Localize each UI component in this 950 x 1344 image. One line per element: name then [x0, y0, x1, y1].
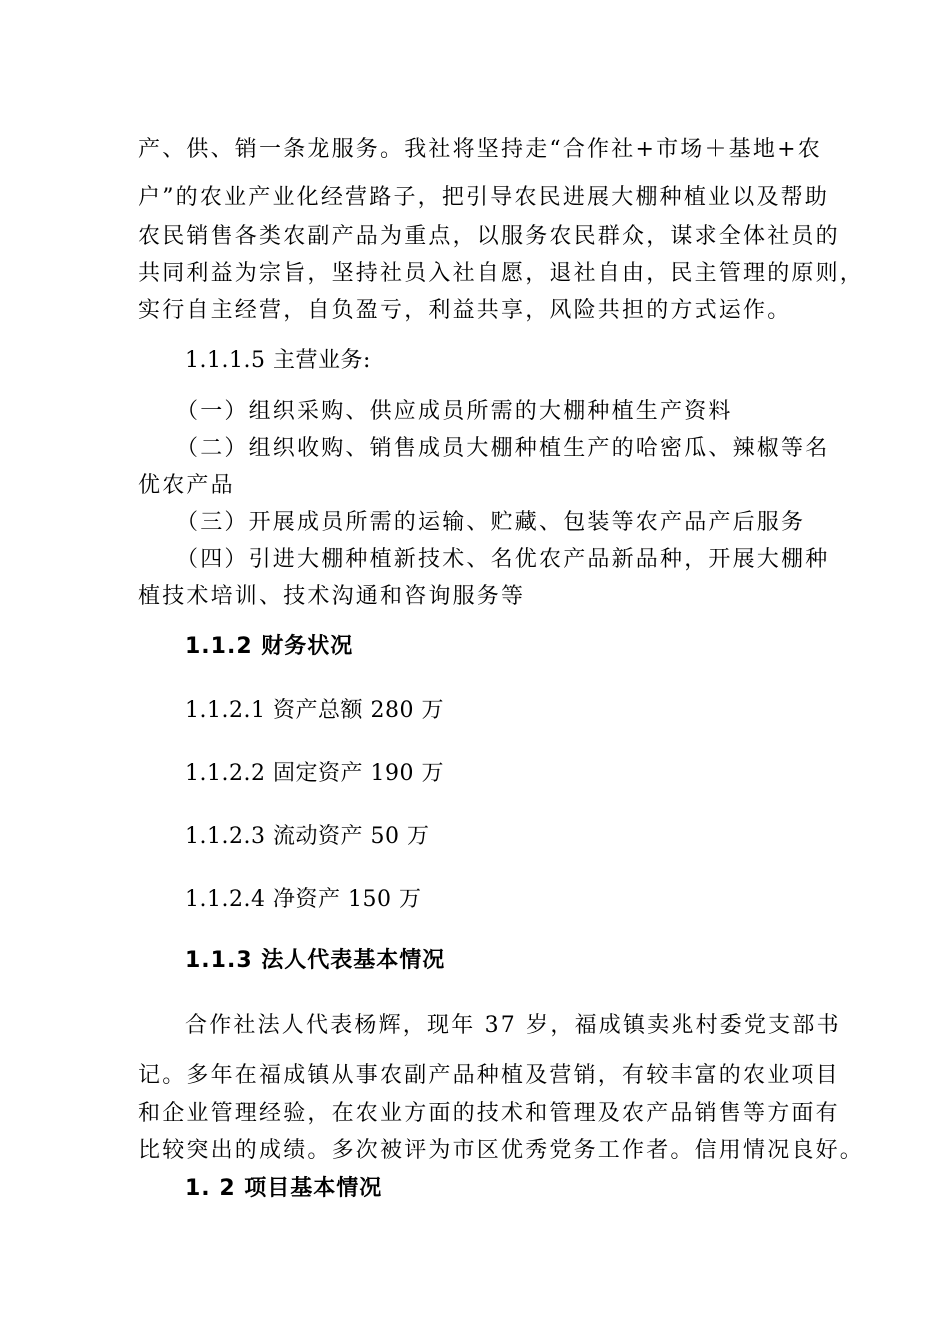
business-item-4: （四）引进大棚种植新技术、名优农产品新品种，开展大棚种	[176, 547, 830, 572]
intro-line-4: 共同利益为宗旨，坚持社员入社自愿，退社自由，民主管理的原则，	[138, 261, 865, 286]
finance-item-1: 1.1.2.1 资产总额 280 万	[185, 698, 444, 723]
business-item-2: （二）组织收购、销售成员大棚种植生产的哈密瓜、辣椒等名	[176, 436, 830, 461]
finance-heading: 1.1.2 财务状况	[185, 634, 354, 659]
business-item-3: （三）开展成员所需的运输、贮藏、包装等农产品产后服务	[176, 510, 806, 535]
finance-item-3: 1.1.2.3 流动资产 50 万	[185, 824, 430, 849]
intro-line-5: 实行自主经营，自负盈亏，利益共享，风险共担的方式运作。	[138, 298, 792, 323]
intro-line-2: 户”的农业产业化经营路子，把引导农民进展大棚种植业以及帮助	[138, 185, 830, 210]
business-heading: 1.1.1.5 主营业务:	[185, 348, 371, 373]
intro-line-1: 产、供、销一条龙服务。我社将坚持走“合作社+市场＋基地+农	[138, 137, 822, 162]
project-heading: 1. 2 项目基本情况	[185, 1176, 383, 1201]
business-item-2-cont: 优农产品	[138, 473, 235, 498]
finance-item-2: 1.1.2.2 固定资产 190 万	[185, 761, 444, 786]
finance-item-4: 1.1.2.4 净资产 150 万	[185, 887, 422, 912]
legal-line-4: 比较突出的成绩。多次被评为市区优秀党务工作者。信用情况良好。	[138, 1138, 865, 1163]
business-item-4-cont: 植技术培训、技术沟通和咨询服务等	[138, 584, 526, 609]
business-item-1: （一）组织采购、供应成员所需的大棚种植生产资料	[176, 399, 733, 424]
legal-line-1: 合作社法人代表杨辉，现年 37 岁，福成镇卖兆村委党支部书	[185, 1013, 841, 1038]
intro-line-3: 农民销售各类农副产品为重点，以服务农民群众，谋求全体社员的	[138, 224, 840, 249]
legal-line-3: 和企业管理经验，在农业方面的技术和管理及农产品销售等方面有	[138, 1101, 840, 1126]
legal-line-2: 记。多年在福成镇从事农副产品种植及营销，有较丰富的农业项目	[138, 1063, 840, 1088]
legal-heading: 1.1.3 法人代表基本情况	[185, 948, 446, 973]
